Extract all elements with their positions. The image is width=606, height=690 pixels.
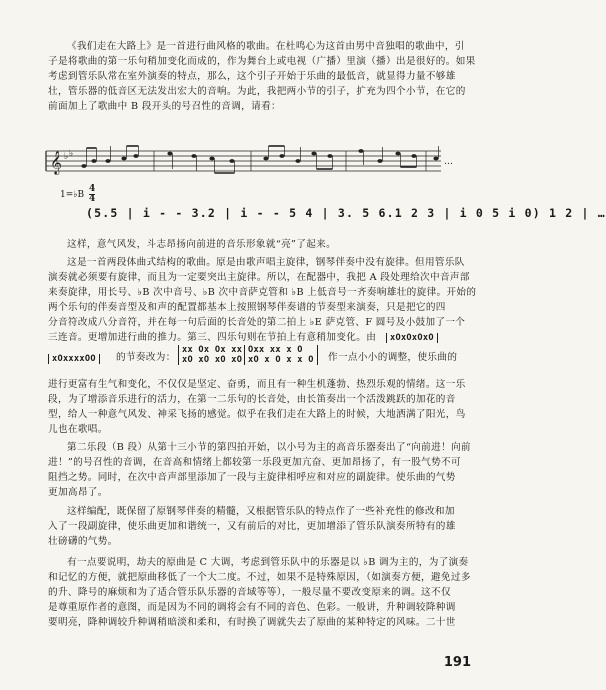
key-name: ♭B <box>73 190 85 200</box>
text-line: 和记忆的方便，就把原曲移低了一个大二度。不过，如果不是特殊原因，（如演奏方便，避免过多 <box>48 572 471 583</box>
time-signature <box>89 185 95 204</box>
rhythm-bottom: xO x O x x O <box>248 355 314 365</box>
jianpu-notation: (5.5 | i - - 3.2 | i - - 5 4 | 3. 5 6.1 2 3 | i 0 5 i 0) 1 2 | … <box>86 206 606 220</box>
text-line: 这是一首两段体曲式结构的歌曲。原是由歌声唱主旋律，钢琴伴奏中没有旋律。但用管乐队 <box>67 257 465 268</box>
text-line: 来奏旋律，用长号、♭B 次中音号、♭B 次中音萨克管和 ♭B 上低音号一齐奏响雄壮的旋律。开始的 <box>48 287 477 298</box>
text-line: 阻挡之势。同时，在次中音声部里添加了一段与主旋律相呼应和对应的副旋律。使乐曲的气势 <box>48 472 456 483</box>
page-number: 191 <box>443 655 471 670</box>
text-line: 进行更富有生气和变化，不仅仅是坚定、奋勇，而且有一种生机蓬勃、热烈乐观的情绪。这一乐 <box>48 379 466 390</box>
rhythm-top: xx Ox Ox xx <box>182 345 243 355</box>
text-line: 《我们走在大路上》是一首进行曲风格的歌曲。在杜鸣心为这首由男中音独唱的歌曲中，引 <box>67 41 465 52</box>
rhythm-pattern: xOxxxxOO <box>48 354 100 364</box>
text-line: 是尊重原作者的意图，而是因为不同的调将会有不同的音色、色彩。一般讲，升种调较降种调 <box>48 602 456 613</box>
text-inline: 的节奏改为： <box>116 352 176 363</box>
key-signature <box>60 185 95 204</box>
text-line: 型，给人一种意气风发、神采飞扬的感觉。似乎在我们走在大路上的时候，大地洒满了阳光，鸟 <box>48 409 466 420</box>
key-prefix: 1= <box>60 190 74 200</box>
paragraph-result: 这样，意气风发，斗志昂扬向前进的音乐形象就“亮”了起来。 <box>67 239 337 250</box>
text-line: 入了一段副旋律，使乐曲更加和谐统一，又有前后的对比，更加增添了管乐队演奏所特有的雄 <box>48 521 456 532</box>
text-line: 考虑到管乐队常在室外演奏的特点，那么，这个引子开始于乐曲的最低音，就显得力量不够雄 <box>48 71 456 82</box>
text-line: 前面加上了歌曲中 B 段开头的号召性的音调，请看： <box>48 101 281 112</box>
rhythm-pattern: xOxOxOxO <box>386 333 438 343</box>
text-inline: 作一点小小的调整，使乐曲的 <box>328 352 458 363</box>
text-line: 壮，管乐器的低音区无法发出宏大的音响。为此，我把两小节的引子，扩充为四个小节，在它的 <box>48 86 466 97</box>
svg-text:♭: ♭ <box>69 149 74 159</box>
text-line: 这样编配，既保留了原钢琴伴奏的精髓，又根据管乐队的特点作了一些补充性的修改和加 <box>67 506 455 517</box>
music-staff <box>46 145 456 175</box>
time-top: 4 <box>89 184 96 194</box>
text-line: 壮磅礴的气势。 <box>48 536 118 547</box>
text-line: 演奏就必须要有旋律，而且为一定要突出主旋律。所以，在配器中，我把 A 段处理给次中音声部 <box>48 272 470 283</box>
text-line: 有一点要说明，劫夫的原曲是 C 大调，考虑到管乐队中的乐器是以 ♭B 调为主的，为了演奏 <box>67 557 469 568</box>
text-line: 段，为了增添音乐进行的活力，在第一二乐句的长音处，由长笛奏出一个活泼跳跃的加花的音 <box>48 394 456 405</box>
text-line: 分音符改成八分音符，并在每一句后面的长音处的第二拍上 ♭E 萨克管、F 圆号及小鼓加了一个 <box>48 317 466 328</box>
rhythm-pattern <box>244 345 318 365</box>
text-line: 的升、降号的麻烦和为了适合管乐队乐器的音域等等），一般尽量不要改变原来的调。这不仅 <box>48 587 451 598</box>
svg-text:𝄞: 𝄞 <box>50 150 62 174</box>
text-line: 儿也在歌唱。 <box>48 424 108 435</box>
text-line: 子是将歌曲的第一乐句稍加变化而成的，作为舞台上或电视（广播）里演（播）出是很好的。如果 <box>48 56 476 67</box>
text-line: 三连音。更增加进行曲的推力。第三、四乐句则在节拍上有意稍加变化。由 <box>48 332 377 343</box>
rhythm-bottom: xO xO xO xO <box>182 355 243 365</box>
svg-text:…: … <box>444 157 453 167</box>
rhythm-top: Oxx xx x O <box>248 345 303 355</box>
rhythm-pattern <box>178 345 242 365</box>
text-line: 两个乐句的伴奏音型及和声的配置都基本上按照钢琴伴奏谱的节奏型来演奏，只是把它的四 <box>48 302 446 313</box>
text-line: 第二乐段（B 段）从第十三小节的第四拍开始，以小号为主的高音乐器奏出了“向前进！向前 <box>67 442 471 453</box>
text-line: 要明亮，降种调较升种调稍暗淡和柔和，有时换了调就失去了原曲的某种特定的风味。二十世 <box>48 617 456 628</box>
time-bottom: 4 <box>89 194 96 204</box>
svg-text:♭: ♭ <box>64 152 69 162</box>
text-line: 更加高昂了。 <box>48 487 108 498</box>
text-line: 进！”的号召性的音调，在音高和情绪上都较第一乐段更加亢奋、更加昂扬了，有一股气势不可 <box>48 457 461 468</box>
